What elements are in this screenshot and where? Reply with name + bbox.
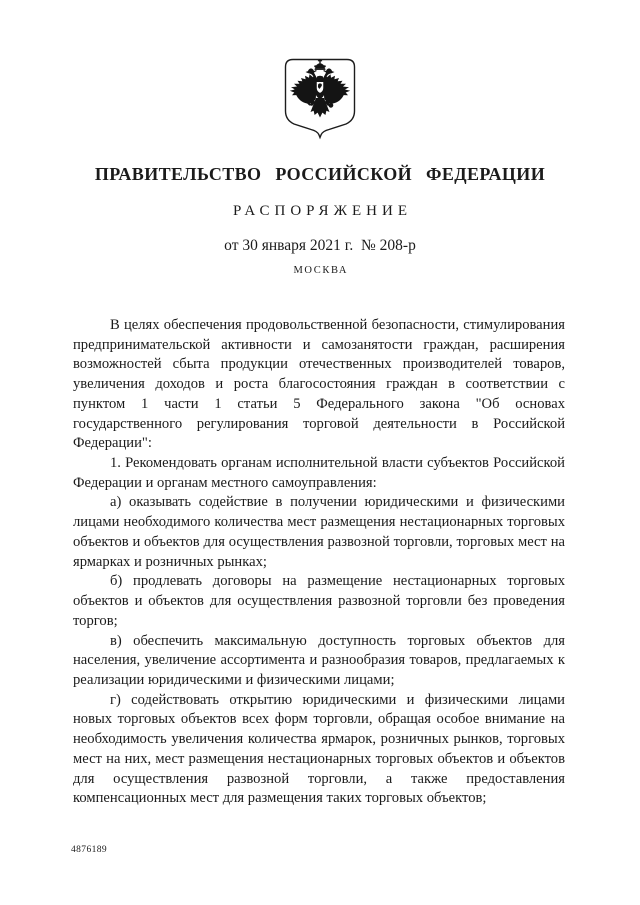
paragraph-subitem-a: а) оказывать содействие в получении юридическими и физическими лицами необходимого количества мест размещения нестационарных торговых объектов и объектов для осуществления развозной торговли, торговых мест на ярмарках и розничных рынках; [73,494,565,570]
document-code: 4876189 [71,845,108,855]
organization-title: ПРАВИТЕЛЬСТВО РОССИЙСКОЙ ФЕДЕРАЦИИ [94,164,546,184]
paragraph-subitem-g: г) содействовать открытию юридическими и физическими лицами новых торговых объектов всех форм торговли, обращая особое внимание на необходимость увеличения количества ярмарок, розничных рынков, торговых мест на них, мест размещения нестационарных торговых объектов и объектов для осуществления развозной торговли, а также предоставления компенсационных мест для размещения таких торговых объектов; [73,691,565,807]
paragraph-subitem-v: в) обеспечить максимальную доступность торговых объектов для населения, увеличение ассортимента и разнообразия товаров, предлагаемых к реализации юридическими и физическими лицами; [73,632,565,688]
city-label: МОСКВА [293,265,349,276]
document-type-heading: РАСПОРЯЖЕНИЕ [232,203,412,219]
document-body [73,316,565,809]
paragraph-item-1: 1. Рекомендовать органам исполнительной власти субъектов Российской Федерации и органам местного самоуправления: [73,455,565,491]
paragraph-preamble: В целях обеспечения продовольственной безопасности, стимулирования предпринимательской активности и самозанятости граждан, расширения возможностей сбыта продукции отечественных производителей товаров, увеличения доходов и роста благосостояния граждан в соответствии с пунктом 1 части 1 статьи 5 Федерального закона "Об основах государственного регулирования торговой деятельности в Российской Федерации": [73,317,565,452]
russia-coat-of-arms-icon [284,58,356,143]
date-and-number-line: от 30 января 2021 г. № 208-р [224,237,416,254]
paragraph-subitem-b: б) продлевать договоры на размещение нестационарных торговых объектов и объектов для осуществления развозной торговли без проведения торгов; [73,573,565,629]
